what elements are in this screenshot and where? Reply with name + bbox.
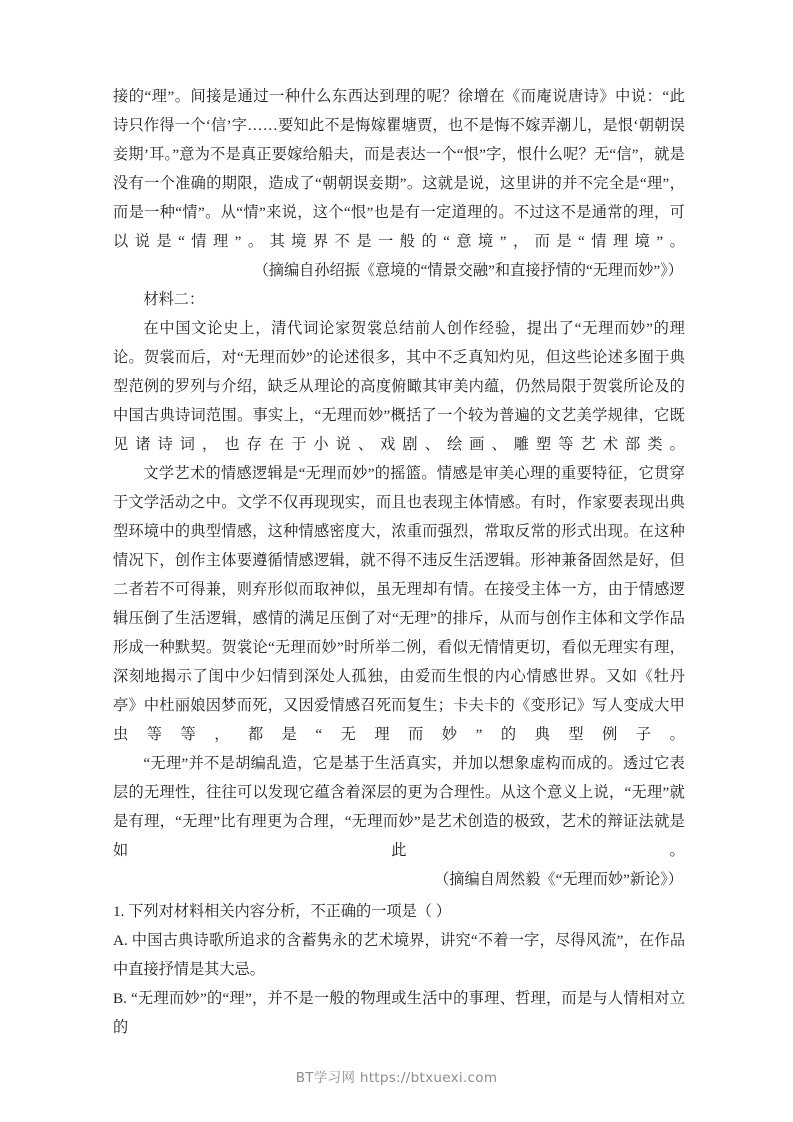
material-two-attribution: （摘编自周然毅《“无理而妙”新论》） — [434, 871, 683, 888]
question-1-stem: 下列对材料相关内容分析，不正确的一项是（ ） — [128, 903, 451, 920]
question-1-option-b[interactable] — [113, 984, 685, 1042]
document-content — [113, 82, 685, 1042]
option-a-label: A. — [113, 932, 128, 949]
option-b-text: “无理而妙”的“理”，并不是一般的物理或生活中的事理、哲理，而是与人情相对立的 — [113, 990, 686, 1036]
footer-watermark: BT学习网 https://btxuexi.com — [295, 1070, 498, 1086]
material-two-paragraph-3: “无理”并不是胡编乱造，它是基于生活真实，并加以想象虚构而成的。透过它表层的无理性，往往可以发现它蕴含着深层的更为合理性。从这个意义上说，“无理”就是有理，“无理”比有理更为合理，“无理而妙”是艺术创造的极致，艺术的辩证法就是如此。 — [113, 755, 685, 859]
question-1-number: 1. — [113, 903, 125, 920]
material-two-label: 材料二： — [143, 291, 205, 308]
option-b-label: B. — [113, 990, 127, 1007]
question-block-1 — [113, 897, 685, 1042]
question-1-line — [113, 897, 685, 926]
material-one-attribution: （摘编自孙绍振《意境的“情景交融”和直接抒情的“无理而妙”》） — [253, 262, 683, 279]
question-1-option-a[interactable] — [113, 926, 685, 984]
material-one-tail-paragraph: 接的“理”。间接是通过一种什么东西达到理的呢？徐增在《而庵说唐诗》中说：“此诗只作得一个‘信’字……要知此不是悔嫁瞿塘贾，也不是悔不嫁弄潮儿，是恨‘朝朝误妾期’耳。”意为不是真正要嫁给船夫，而是表达一个“恨”字，恨什么呢？无“信”，就是没有一个准确的期限，造成了“朝朝误妾期”。这就是说，这里讲的并不完全是“理”，而是一种“情”。从“情”来说，这个“恨”也是有一定道理的。不过这不是通常的理，可以说是“情理”。其境界不是一般的“意境”，而是“情理境”。 — [113, 88, 685, 250]
material-two-paragraph-1: 在中国文论史上，清代词论家贺裳总结前人创作经验，提出了“无理而妙”的理论。贺裳而后，对“无理而妙”的论述很多，其中不乏真知灼见，但这些论述多囿于典型范例的罗列与介绍，缺乏从理论的高度俯瞰其审美内蕴，仍然局限于贺裳所论及的中国古典诗词范围。事实上，“无理而妙”概括了一个较为普遍的文艺美学规律，它既见诸诗词，也存在于小说、戏剧、绘画、雕塑等艺术部类。 — [113, 320, 685, 453]
option-a-text: 中国古典诗歌所追求的含蓄隽永的艺术境界，讲究“不着一字，尽得风流”，在作品中直接抒情是其大忌。 — [113, 932, 686, 978]
material-two-paragraph-2: 文学艺术的情感逻辑是“无理而妙”的摇篮。情感是审美心理的重要特征，它贯穿于文学活动之中。文学不仅再现现实，而且也表现主体情感。有时，作家要表现出典型环境中的典型情感，这种情感密度大，浓重而强烈，常取反常的形式出现。在这种情况下，创作主体要遵循情感逻辑，就不得不违反生活逻辑。形神兼备固然是好，但二者若不可得兼，则弃形似而取神似，虽无理却有情。在接受主体一方，由于情感逻辑压倒了生活逻辑，感情的满足压倒了对“无理”的排斥，从而与创作主体和文学作品形成一种默契。贺裳论“无理而妙”时所举二例，看似无情情更切，看似无理实有理，深刻地揭示了闺中少妇情到深处人孤独，由爱而生恨的内心情感世界。又如《牡丹亭》中杜丽娘因梦而死，又因爱情感召死而复生；卡夫卡的《变形记》写人变成大甲虫等等，都是“无理而妙”的典型例子。 — [113, 465, 685, 743]
